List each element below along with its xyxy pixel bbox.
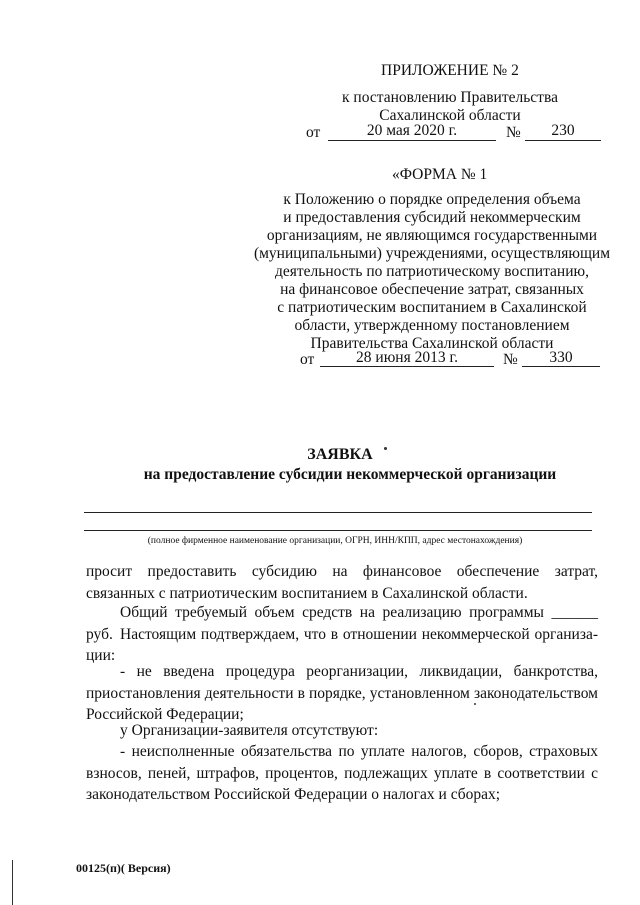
form-line: деятельность по патриотическому воспитанию, [275, 263, 589, 280]
body-paragraph-absent: у Организации-заявителя отсутствуют: [120, 722, 379, 739]
form-line: и предоставления субсидий некоммерческим [283, 209, 581, 226]
body-paragraph-no-procedure: - не введена процедура реорганизации, ликвидации, банкротства, приостановления деятельности в порядке, установленном законодательством Российской Федерации; [86, 663, 598, 723]
body-paragraph-confirm-end: ции: [86, 647, 116, 664]
page-subtitle: на предоставление субсидии некоммерческой организации [143, 466, 557, 483]
form-line: области, утвержденному постановлением [294, 317, 570, 334]
form-line: с патриотическим воспитанием в Сахалинской [277, 299, 587, 316]
org-caption: (полное фирменное наименование организации, ОГРН, ИНН/КПП, адрес местонахождения) [147, 536, 523, 546]
appendix-number-underline [525, 140, 601, 141]
form-number: 330 [549, 349, 573, 366]
scan-margin-line [12, 860, 13, 905]
appendix-line2: Сахалинской области [379, 107, 521, 124]
form-line: организациям, не являющимся государственными [266, 227, 598, 244]
form-line: к Положению о порядке определения объема [283, 191, 581, 208]
form-line: Правительства Сахалинской области [310, 335, 554, 352]
form-line: (муниципальными) учреждениями, осуществляющим [253, 245, 611, 262]
appendix-line1: к постановлению Правительства [342, 89, 558, 106]
form-num-label: № [503, 351, 518, 368]
body-paragraph-confirm: Настоящим подтверждаем, что в отношении некоммерческой организа- [120, 626, 598, 643]
form-title: «ФОРМА № 1 [392, 166, 488, 183]
body-paragraph-request: просит предоставить субсидию на финансовое обеспечение затрат, связанных с патриотическим воспитанием в Сахалинской области. [86, 563, 598, 602]
appendix-from-label: от [306, 124, 321, 141]
body-paragraph-obligations: - неисполненные обязательства по уплате налогов, сборов, страховых взносов, пеней, штрафов, процентов, подлежащих уплате в соответствии с законодательством Российской Федерации о налогах и сборах; [86, 743, 598, 803]
org-name-line-2 [84, 530, 592, 531]
appendix-title: ПРИЛОЖЕНИЕ № 2 [381, 62, 519, 79]
body-paragraph-amount: Общий требуемый объем средств на реализацию программы ______ руб. [86, 604, 598, 643]
appendix-num-label: № [506, 124, 521, 141]
scan-speck [384, 447, 387, 450]
scan-speck [474, 703, 476, 705]
form-line: на финансовое обеспечение затрат, связанных [280, 281, 584, 298]
form-date: 28 июня 2013 г. [356, 349, 458, 366]
page-title: ЗАЯВКА [307, 446, 373, 463]
appendix-date-underline [328, 140, 496, 141]
footer-code: 00125(п)( Версия) [76, 861, 171, 875]
org-name-line-1 [84, 512, 592, 513]
appendix-date: 20 мая 2020 г. [366, 122, 458, 139]
appendix-number: 230 [551, 122, 575, 139]
form-from-label: от [300, 351, 315, 368]
